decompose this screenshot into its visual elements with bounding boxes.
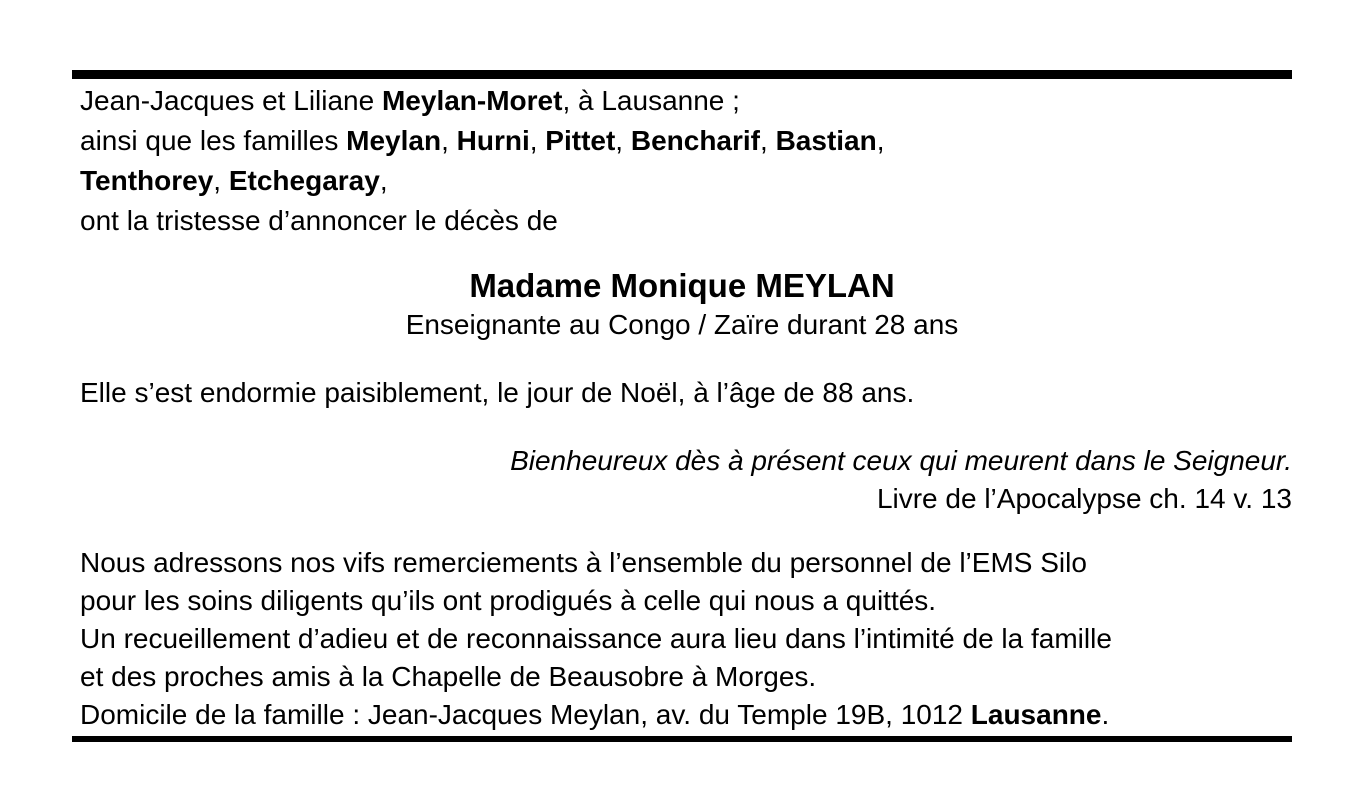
bold-run: Bencharif: [630, 125, 761, 156]
bold-run: Tenthorey: [80, 165, 214, 196]
bold-run: Meylan: [346, 125, 442, 156]
text-run: ,: [615, 125, 631, 156]
top-rule: [72, 70, 1292, 79]
scripture-source: Livre de l’Apocalypse ch. 14 v. 13: [876, 483, 1292, 514]
text-line: [72, 658, 1292, 696]
text-run: , à Lausanne ;: [562, 85, 740, 116]
text-run: ,: [760, 125, 776, 156]
deceased-name: Madame Monique MEYLAN: [469, 267, 895, 304]
text-run: ,: [529, 125, 546, 156]
bottom-rule: [72, 736, 1292, 742]
notice-content: [72, 81, 1292, 734]
text-run: ont la tristesse d’annoncer le décès de: [80, 205, 558, 236]
text-run: ,: [213, 165, 229, 196]
bold-run: Hurni: [456, 125, 530, 156]
death-sentence: Elle s’est endormie paisiblement, le jour de Noël, à l’âge de 88 ans.: [80, 377, 915, 408]
text-run: ainsi que les familles: [80, 125, 347, 156]
text-line: [72, 81, 1292, 121]
text-run: ,: [441, 125, 457, 156]
deceased-subtitle: Enseignante au Congo / Zaïre durant 28 ans: [405, 309, 959, 340]
text-line: [72, 696, 1292, 734]
bold-run: Pittet: [545, 125, 616, 156]
family-intro-paragraph: [72, 81, 1292, 241]
text-run: pour les soins diligents qu’ils ont prodigués à celle qui nous a quittés.: [80, 585, 937, 616]
text-line: [72, 582, 1292, 620]
text-run: et des proches amis à la Chapelle de Beausobre à Morges.: [80, 661, 817, 692]
text-line: [72, 544, 1292, 582]
bold-run: Bastian: [775, 125, 877, 156]
bold-run: Meylan-Moret: [381, 85, 563, 116]
text-line: [72, 161, 1292, 201]
text-line: [72, 620, 1292, 658]
closing-paragraph: [72, 544, 1292, 734]
text-run: ,: [876, 125, 885, 156]
bold-run: Lausanne: [970, 699, 1102, 730]
text-run: Un recueillement d’adieu et de reconnaissance aura lieu dans l’intimité de la famille: [80, 623, 1112, 654]
text-line: [72, 121, 1292, 161]
text-line: [72, 201, 1292, 241]
text-run: Nous adressons nos vifs remerciements à l’ensemble du personnel de l’EMS Silo: [80, 547, 1087, 578]
text-run: Jean-Jacques et Liliane: [80, 85, 382, 116]
text-run: ,: [379, 165, 388, 196]
text-run: .: [1101, 699, 1110, 730]
text-run: Domicile de la famille : Jean-Jacques Meylan, av. du Temple 19B, 1012: [80, 699, 971, 730]
scripture-quote: Bienheureux dès à présent ceux qui meurent dans le Seigneur.: [510, 445, 1292, 476]
bold-run: Etchegaray: [228, 165, 380, 196]
